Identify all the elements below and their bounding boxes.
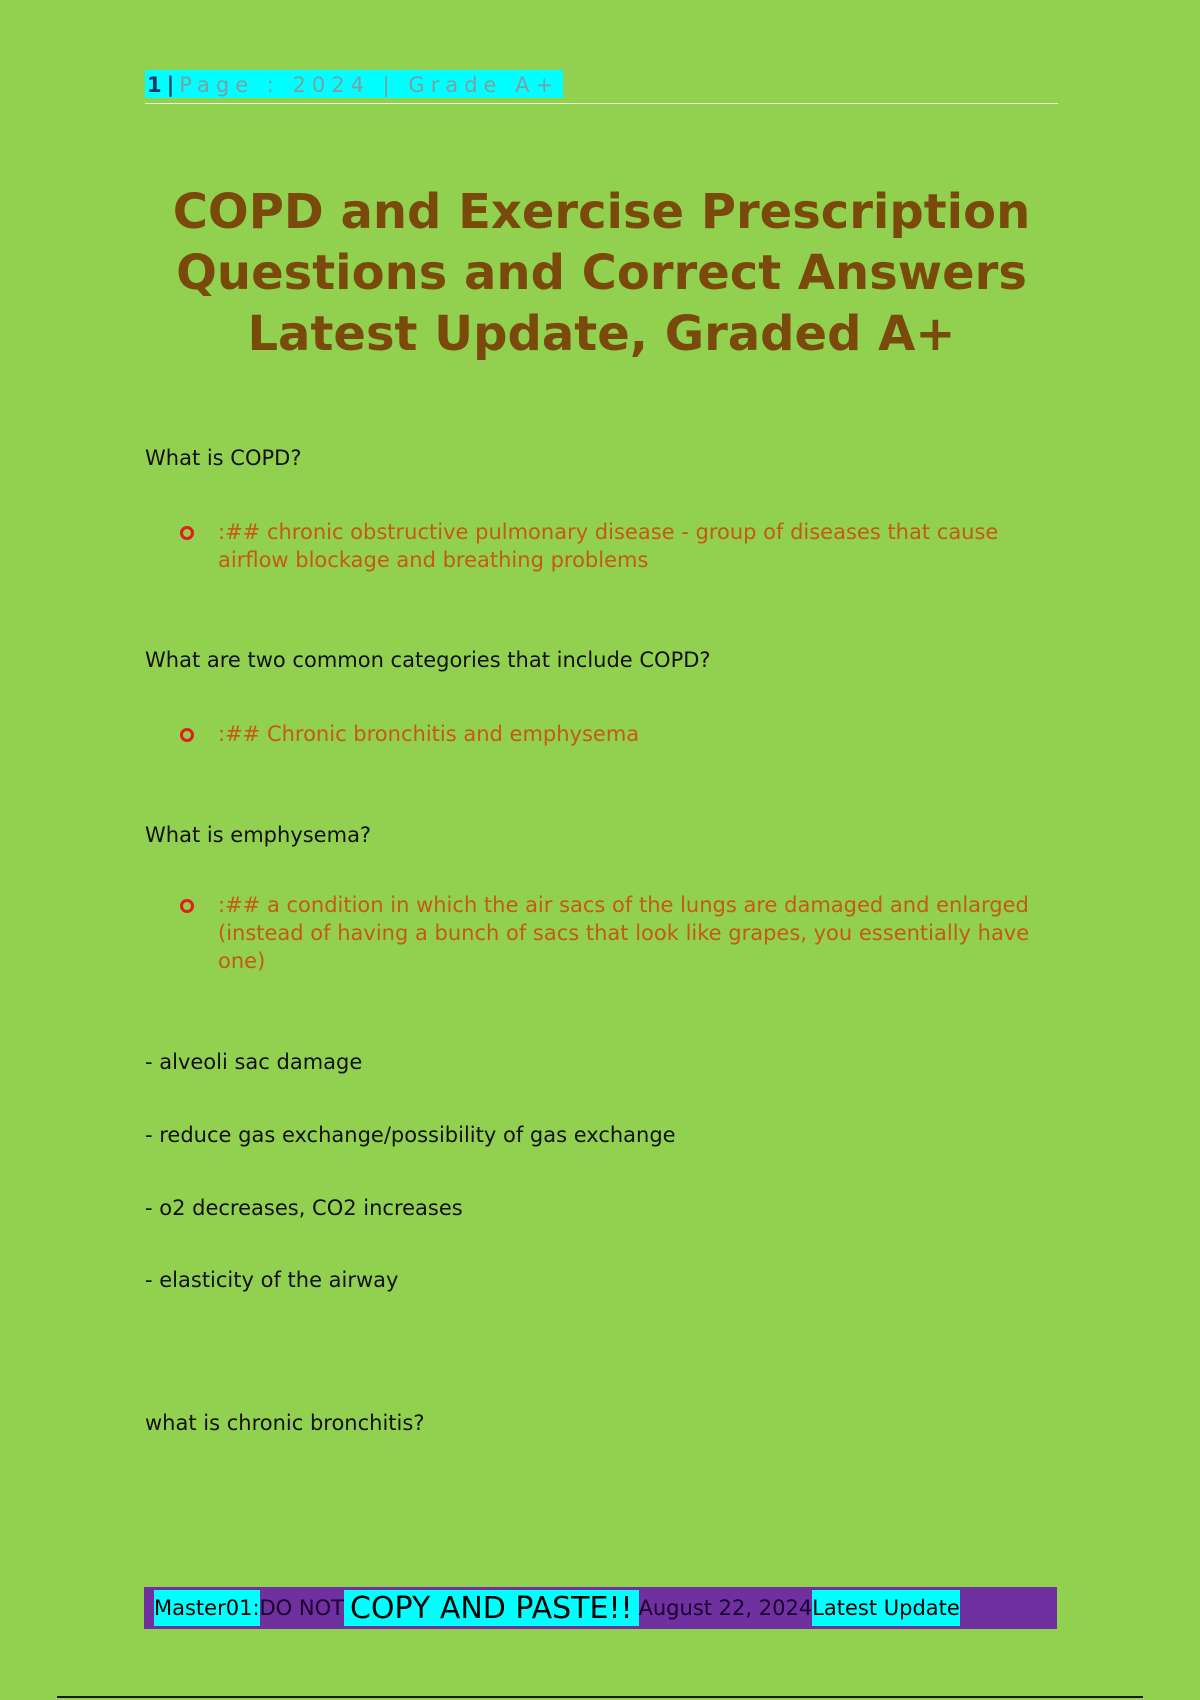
- circle-bullet-icon: [180, 526, 194, 540]
- note-4: - elasticity of the airway: [145, 1268, 399, 1292]
- answer-2-text: :## Chronic bronchitis and emphysema: [218, 722, 640, 746]
- note-3: - o2 decreases, CO2 increases: [145, 1196, 463, 1220]
- note-2: - reduce gas exchange/possibility of gas exchange: [145, 1123, 676, 1147]
- page-footer: [144, 1587, 1057, 1629]
- footer-master: Master01:: [154, 1590, 260, 1626]
- page-header: [145, 70, 1058, 104]
- page-number: 1: [147, 73, 163, 97]
- answer-3-text: :## a condition in which the air sacs of the lungs are damaged and enlarged (instead of having a bunch of sacs that look like grapes, you essentially have one): [218, 893, 1030, 973]
- title-line-2: Questions and Correct Answers: [176, 245, 1027, 301]
- footer-copy-warning: COPY AND PASTE!!: [344, 1590, 639, 1626]
- document-title: [145, 182, 1058, 365]
- header-highlight: [145, 70, 563, 98]
- title-line-1: COPD and Exercise Prescription: [172, 184, 1031, 240]
- question-2: What are two common categories that include COPD?: [145, 648, 711, 672]
- answer-1-text: :## chronic obstructive pulmonary disease - group of diseases that cause airflow blockage and breathing problems: [218, 520, 999, 572]
- question-4: what is chronic bronchitis?: [145, 1411, 425, 1435]
- question-3: What is emphysema?: [145, 823, 372, 847]
- answer-3: [180, 891, 1060, 975]
- circle-bullet-icon: [180, 728, 194, 742]
- question-1: What is COPD?: [145, 446, 302, 470]
- answer-2: [180, 720, 1060, 748]
- header-text: Page : 2024 | Grade A+: [179, 73, 560, 97]
- footer-latest-update: Latest Update: [812, 1590, 960, 1626]
- circle-bullet-icon: [180, 899, 194, 913]
- title-line-3: Latest Update, Graded A+: [247, 306, 956, 362]
- footer-date: August 22, 2024: [639, 1590, 813, 1626]
- footer-do-not: DO NOT: [260, 1590, 344, 1626]
- note-1: - alveoli sac damage: [145, 1050, 363, 1074]
- header-separator: |: [166, 73, 176, 97]
- answer-1: [180, 518, 1060, 574]
- bottom-rule: [57, 1696, 1143, 1698]
